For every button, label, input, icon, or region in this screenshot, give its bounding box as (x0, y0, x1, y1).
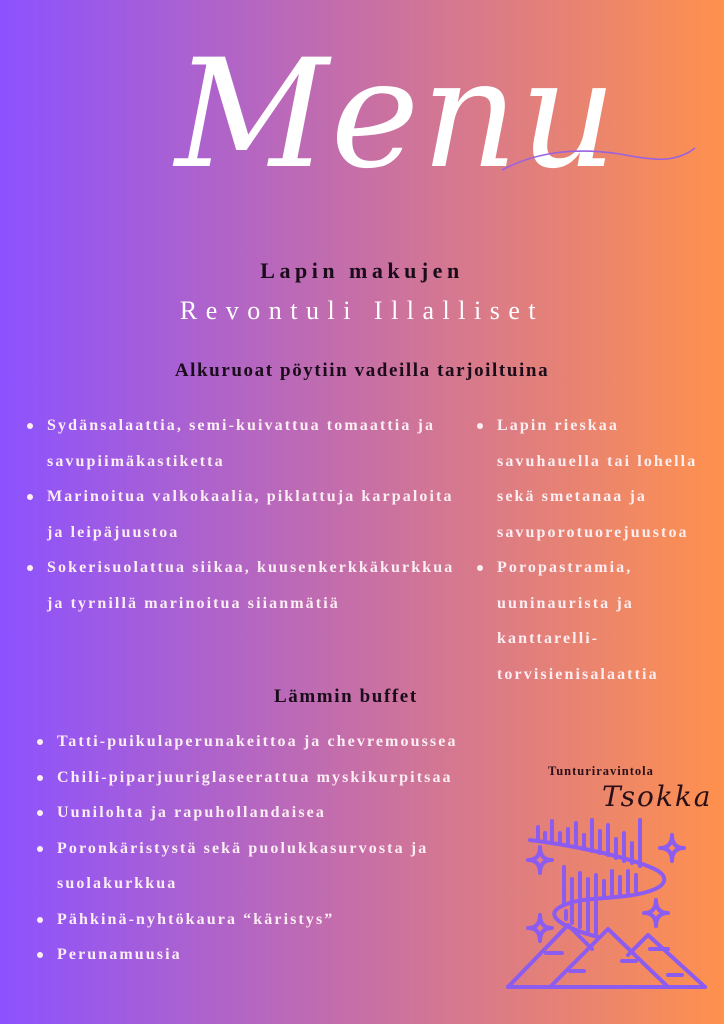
list-item (475, 408, 715, 550)
buffet-heading: Lämmin buffet (274, 686, 418, 707)
starters-left-list (25, 408, 470, 621)
subtitle-line-1: Lapin makujen (260, 258, 464, 283)
list-item (35, 937, 495, 973)
item-label: Chili-piparjuuriglaseerattua myskikurpitsaa (57, 768, 453, 786)
item-label: Pähkinä-nyhtökaura “käristys” (57, 910, 335, 928)
item-label: Perunamuusia (57, 946, 182, 963)
list-item (475, 550, 715, 692)
menu-title: Menu (175, 28, 619, 202)
list-item (35, 724, 495, 760)
list-item (25, 408, 470, 479)
starters-right-list (475, 408, 715, 692)
subtitle-line-2: Revontuli Illalliset (179, 296, 545, 325)
item-label: Uunilohta ja rapuhollandaisea (57, 804, 326, 821)
buffet-list (35, 724, 495, 973)
starters-heading: Alkuruoat pöytiin vadeilla tarjoiltuina (174, 360, 550, 381)
brand-label: Tunturiravintola (548, 764, 654, 778)
item-label: Poropastramia, uuninaurista ja kanttarelli-torvisienisalaattia (497, 559, 659, 683)
item-label: Lapin rieskaa savuhauella tai lohella sekä smetanaa ja savuporotuorejuustoa (497, 417, 698, 541)
list-item (35, 760, 495, 796)
list-item (35, 795, 495, 831)
aurora-mountains-icon (500, 815, 724, 995)
list-item (25, 550, 470, 621)
item-label: Sokerisuolattua siikaa, kuusenkerkkäkurkkua ja tyrnillä marinoitua siianmätiä (47, 559, 455, 612)
list-item (35, 902, 495, 938)
item-label: Marinoitua valkokaalia, piklattuja karpaloita ja leipäjuustoa (47, 488, 454, 541)
list-item (35, 831, 495, 902)
item-label: Sydänsalaattia, semi-kuivattua tomaattia ja savupiimäkastiketta (47, 417, 436, 470)
list-item (25, 479, 470, 550)
title-flourish-icon (500, 140, 700, 180)
brand-name: Tsokka (602, 780, 713, 813)
item-label: Poronkäristystä sekä puolukkasurvosta ja suolakurkkua (57, 839, 429, 892)
item-label: Tatti-puikulaperunakeittoa ja chevremoussea (57, 733, 458, 750)
